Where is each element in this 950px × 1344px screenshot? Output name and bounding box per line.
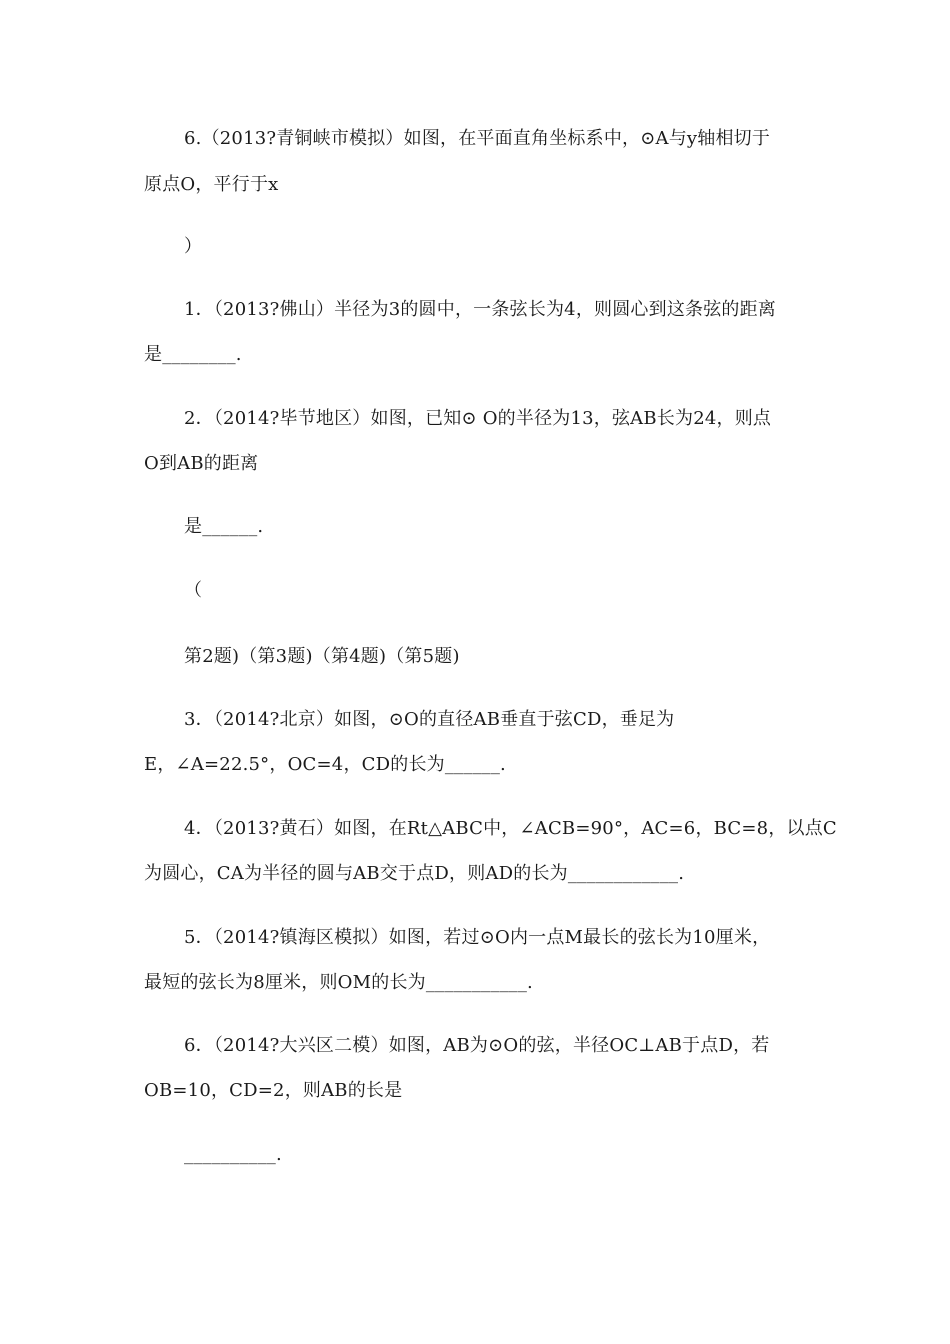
question-2-line-3: 是______. bbox=[184, 516, 264, 537]
question-6-intro-line-1: 6.（2013?青铜峡市模拟）如图，在平面直角坐标系中，⊙A与y轴相切于 bbox=[184, 128, 771, 149]
question-2-line-1: 2．（2014?毕节地区）如图，已知⊙ O的半径为13，弦AB长为24，则点 bbox=[184, 408, 772, 429]
closing-paren-line: ） bbox=[184, 236, 203, 257]
figure-captions-line: 第2题)（第3题)（第4题)（第5题) bbox=[184, 646, 460, 667]
question-4-line-2: 为圆心，CA为半径的圆与AB交于点D，则AD的长为____________. bbox=[144, 863, 685, 884]
question-5-line-1: 5．（2014?镇海区模拟）如图，若过⊙O内一点M最长的弦长为10厘米， bbox=[184, 927, 771, 948]
question-6-intro-line-2: 原点O，平行于x bbox=[144, 174, 279, 195]
question-6-line-3: __________. bbox=[184, 1144, 282, 1165]
question-6-line-1: 6．（2014?大兴区二模）如图，AB为⊙O的弦，半径OC⊥AB于点D，若 bbox=[184, 1035, 770, 1056]
question-4-line-1: 4．（2013?黄石）如图，在Rt△ABC中，∠ACB=90°，AC=6，BC=8，以点C bbox=[184, 818, 837, 839]
question-5-line-2: 最短的弦长为8厘米，则OM的长为___________. bbox=[144, 972, 533, 993]
question-3-line-1: 3．（2014?北京）如图，⊙O的直径AB垂直于弦CD，垂足为 bbox=[184, 709, 675, 730]
question-2-line-2: O到AB的距离 bbox=[144, 453, 259, 474]
question-6-line-2: OB=10，CD=2，则AB的长是 bbox=[144, 1080, 403, 1101]
question-1-line-2: 是________. bbox=[144, 344, 242, 365]
question-3-line-2: E，∠A=22.5°，OC=4，CD的长为______. bbox=[144, 754, 506, 775]
question-1-line-1: 1．（2013?佛山）半径为3的圆中，一条弦长为4，则圆心到这条弦的距离 bbox=[184, 299, 777, 320]
open-paren-line: （ bbox=[184, 580, 203, 601]
